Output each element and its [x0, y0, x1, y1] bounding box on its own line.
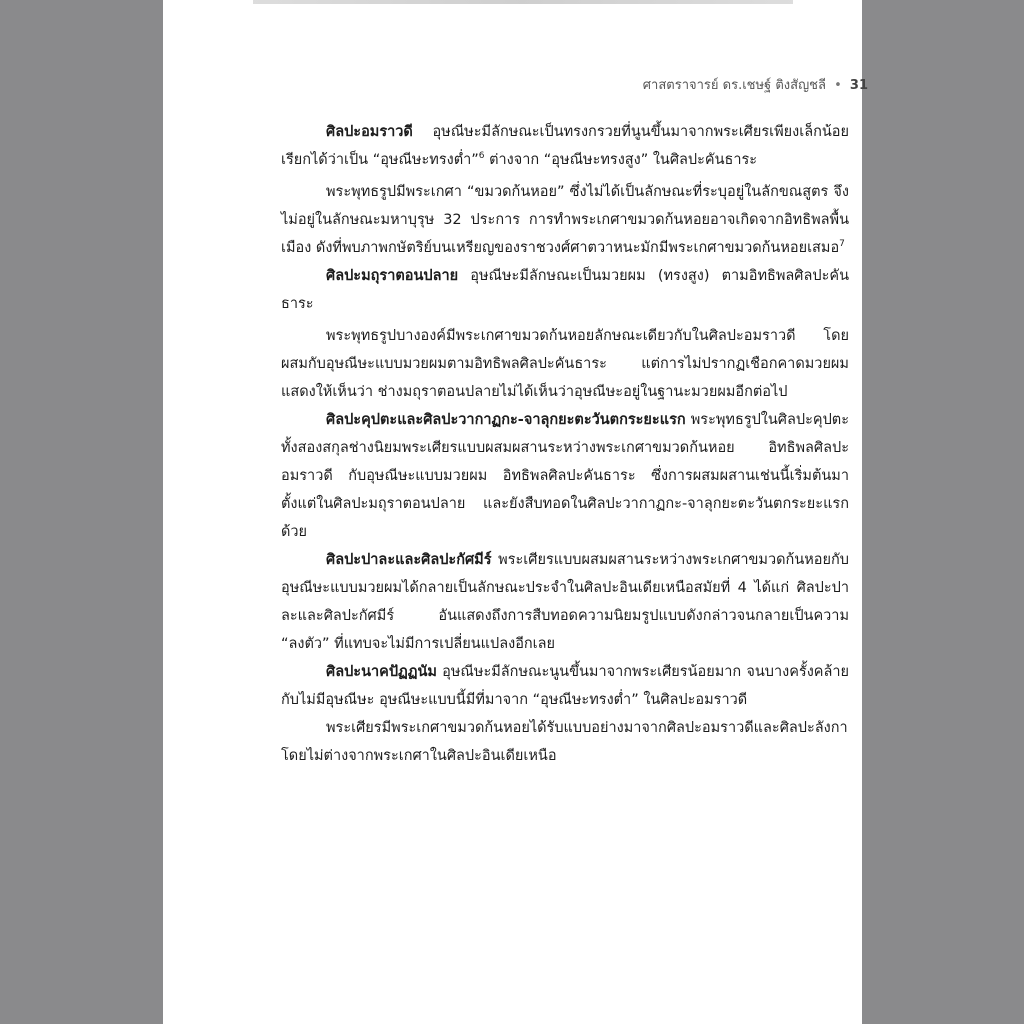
paragraph-curls: [281, 178, 849, 262]
running-head-bullet: •: [834, 78, 842, 93]
paragraph-amaravati: [281, 118, 849, 174]
section-heading: ศิลปะนาคปัฏฏนัม: [326, 664, 437, 680]
footnote-marker: 7: [839, 239, 845, 250]
paragraph-text: อุษณีษะมีลักษณะเป็นทรงกรวยที่นูนขึ้นมาจากพระเศียรเพียงเล็กน้อย เรียกได้ว่าเป็น “อุษณีษะทรงต่ำ”: [281, 124, 849, 168]
footnote-marker: 6: [478, 151, 485, 162]
paragraph-text: อุษณีษะมีลักษณะเป็นมวยผม (ทรงสูง) ตามอิทธิพลศิลปะคันธาระ: [281, 268, 849, 312]
paragraph-text: อุษณีษะมีลักษณะนูนขึ้นมาจากพระเศียรน้อยมาก จนบางครั้งคล้ายกับไม่มีอุษณีษะ อุษณีษะแบบนี้มีที่มาจาก “อุษณีษะทรงต่ำ” ในศิลปะอมราวดี: [281, 664, 849, 708]
running-head: [568, 74, 868, 94]
paragraph-late-mathura: [281, 262, 849, 318]
paragraph-text: พระเศียรแบบผสมผสานระหว่างพระเกศาขมวดก้นหอยกับอุษณีษะแบบมวยผมได้กลายเป็นลักษณะประจำในศิลปะอินเดียเหนือสมัยที่ 4 ได้แก่ ศิลปะปาละและศิลปะกัศมีร์ อันแสดงถึงการสืบทอดความนิยมรูปแบบดังกล่าวจนกลายเป็นความ “ลงตัว” ที่แทบจะไม่มีการเปลี่ยนแปลงอีกเลย: [281, 552, 849, 652]
paragraph-text: พระพุทธรูปบางองค์มีพระเกศาขมวดก้นหอยลักษณะเดียวกับในศิลปะอมราวดี โดยผสมกับอุษณีษะแบบมวยผมตามอิทธิพลศิลปะคันธาระ แต่การไม่ปรากฏเชือกคาดมวยผมแสดงให้เห็นว่า ช่างมถุราตอนปลายไม่ได้เห็นว่าอุษณีษะอยู่ในฐานะมวยผมอีกต่อไป: [281, 328, 849, 400]
book-page: [163, 0, 868, 1024]
paragraph-pala-kashmir: [281, 546, 849, 658]
paragraph-gupta: [281, 406, 849, 546]
paragraph-nagapattinam-hair: [281, 714, 849, 770]
page-number: 31: [849, 78, 868, 93]
section-heading: ศิลปะมถุราตอนปลาย: [326, 268, 459, 284]
scan-edge-shadow: [253, 0, 793, 4]
section-heading: ศิลปะอมราวดี: [326, 124, 413, 140]
paragraph-mathura-images: [281, 322, 849, 406]
section-heading: ศิลปะปาละและศิลปะกัศมีร์: [326, 552, 492, 568]
paragraph-text: พระพุทธรูปมีพระเกศา “ขมวดก้นหอย” ซึ่งไม่ได้เป็นลักษณะที่ระบุอยู่ในลักขณสูตร จึงไม่อยู่ในลักษณะมหาบุรุษ 32 ประการ การทำพระเกศาขมวดก้นหอยอาจเกิดจากอิทธิพลพื้นเมือง ดังที่พบภาพกษัตริย์บนเหรียญของราชวงศ์ศาตวาหนะมักมีพระเกศาขมวดก้นหอยเสมอ: [281, 184, 849, 256]
running-head-author: ศาสตราจารย์ ดร.เชษฐ์ ติงสัญชลี: [642, 78, 826, 93]
section-heading: ศิลปะคุปตะและศิลปะวากาฏกะ-จาลุกยะตะวันตกระยะแรก: [326, 412, 686, 428]
paragraph-text: พระเศียรมีพระเกศาขมวดก้นหอยได้รับแบบอย่างมาจากศิลปะอมราวดีและศิลปะลังกา โดยไม่ต่างจากพระเกศาในศิลปะอินเดียเหนือ: [281, 720, 848, 764]
body-text: [281, 118, 849, 770]
paragraph-nagapattinam: [281, 658, 849, 714]
paragraph-text: พระพุทธรูปในศิลปะคุปตะทั้งสองสกุลช่างนิยมพระเศียรแบบผสมผสานระหว่างพระเกศาขมวดก้นหอย อิทธิพลศิลปะอมราวดี กับอุษณีษะแบบมวยผม อิทธิพลศิลปะคันธาระ ซึ่งการผสมผสานเช่นนี้เริ่มต้นมาตั้งแต่ในศิลปะมถุราตอนปลาย และยังสืบทอดในศิลปะวากาฏกะ-จาลุกยะตะวันตกระยะแรกด้วย: [281, 412, 849, 540]
paragraph-text-continued: ต่างจาก “อุษณีษะทรงสูง” ในศิลปะคันธาระ: [484, 152, 758, 168]
